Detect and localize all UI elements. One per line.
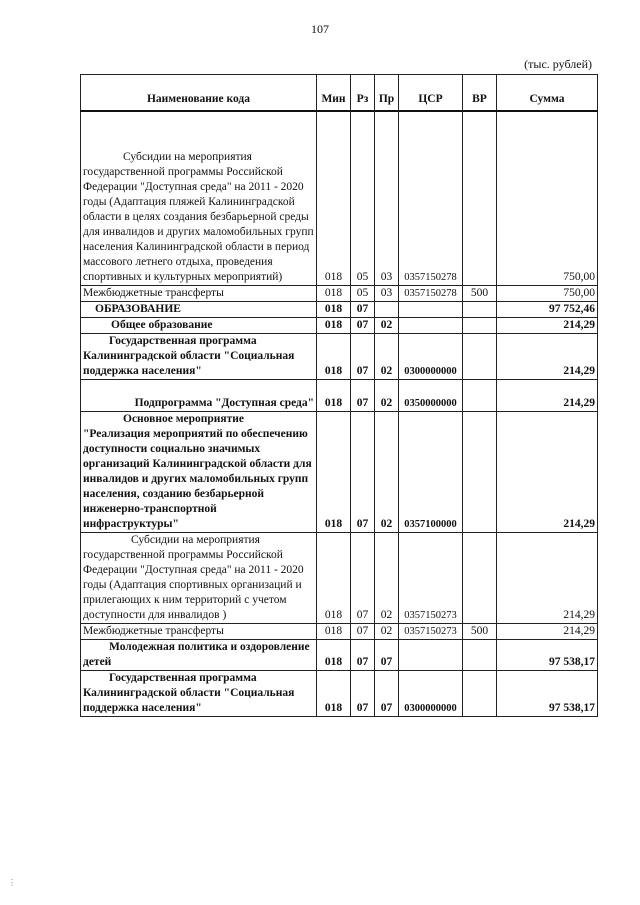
row-pr: 02	[375, 380, 399, 412]
row-sum: 214,29	[497, 624, 598, 640]
header-sum: Сумма	[497, 75, 598, 112]
row-vr: 500	[463, 286, 497, 302]
row-sum: 214,29	[497, 412, 598, 533]
row-pr: 02	[375, 533, 399, 624]
units-label: (тыс. рублей)	[524, 57, 592, 71]
row-vr	[463, 671, 497, 717]
row-csr	[399, 302, 463, 318]
row-name: Межбюджетные трансферты	[81, 286, 317, 302]
row-min: 018	[317, 318, 351, 334]
row-vr	[463, 111, 497, 286]
row-vr	[463, 533, 497, 624]
row-vr	[463, 334, 497, 380]
header-min: Мин	[317, 75, 351, 112]
row-pr: 07	[375, 640, 399, 671]
row-rz: 07	[351, 334, 375, 380]
row-sum: 750,00	[497, 286, 598, 302]
row-name: Государственная программа Калининградской области "Социальная поддержка населения"	[81, 334, 317, 380]
row-pr: 03	[375, 286, 399, 302]
row-sum: 97 752,46	[497, 302, 598, 318]
row-vr	[463, 640, 497, 671]
row-csr: 0357100000	[399, 412, 463, 533]
row-csr: 0357150278	[399, 286, 463, 302]
row-min: 018	[317, 671, 351, 717]
row-rz: 07	[351, 624, 375, 640]
row-vr	[463, 412, 497, 533]
table-row	[81, 671, 598, 717]
row-min: 018	[317, 533, 351, 624]
table-row	[81, 640, 598, 671]
row-vr	[463, 380, 497, 412]
row-rz: 07	[351, 671, 375, 717]
table-row	[81, 380, 598, 412]
header-pr: Пр	[375, 75, 399, 112]
row-csr: 0350000000	[399, 380, 463, 412]
row-pr: 02	[375, 412, 399, 533]
row-sum: 214,29	[497, 380, 598, 412]
row-csr: 0357150273	[399, 533, 463, 624]
row-name: Общее образование	[81, 318, 317, 334]
row-rz: 07	[351, 533, 375, 624]
row-min: 018	[317, 380, 351, 412]
row-name: Молодежная политика и оздоровление детей	[81, 640, 317, 671]
row-pr: 07	[375, 671, 399, 717]
row-sum: 214,29	[497, 318, 598, 334]
row-csr: 0357150273	[399, 624, 463, 640]
row-min: 018	[317, 412, 351, 533]
row-min: 018	[317, 334, 351, 380]
row-sum: 97 538,17	[497, 640, 598, 671]
row-sum: 214,29	[497, 533, 598, 624]
row-min: 018	[317, 302, 351, 318]
row-csr: 0300000000	[399, 334, 463, 380]
row-rz: 07	[351, 640, 375, 671]
row-name: Субсидии на мероприятия государственной программы Российской Федерации "Доступная среда" на 2011 - 2020 годы (Адаптация спортивных организаций и прилегающих к ним территорий с учетом доступности для инвалидов )	[81, 533, 317, 624]
row-rz: 05	[351, 111, 375, 286]
header-rz: Рз	[351, 75, 375, 112]
table-row	[81, 624, 598, 640]
row-rz: 07	[351, 302, 375, 318]
table-header-row	[81, 75, 598, 112]
table-row	[81, 318, 598, 334]
header-csr: ЦСР	[399, 75, 463, 112]
row-name: Подпрограмма "Доступная среда"	[81, 380, 317, 412]
table-row	[81, 412, 598, 533]
row-pr	[375, 302, 399, 318]
page-number: 107	[311, 22, 329, 36]
budget-table	[80, 74, 598, 717]
header-vr: ВР	[463, 75, 497, 112]
row-pr: 03	[375, 111, 399, 286]
row-vr	[463, 302, 497, 318]
table-row	[81, 533, 598, 624]
row-name: Государственная программа Калининградской области "Социальная поддержка населения"	[81, 671, 317, 717]
table-row	[81, 302, 598, 318]
row-min: 018	[317, 624, 351, 640]
row-min: 018	[317, 111, 351, 286]
row-csr	[399, 318, 463, 334]
row-vr	[463, 318, 497, 334]
row-pr: 02	[375, 318, 399, 334]
row-rz: 07	[351, 412, 375, 533]
row-rz: 05	[351, 286, 375, 302]
row-name: Межбюджетные трансферты	[81, 624, 317, 640]
row-csr	[399, 640, 463, 671]
row-sum: 97 538,17	[497, 671, 598, 717]
table-row	[81, 111, 598, 286]
header-name: Наименование кода	[81, 75, 317, 112]
row-sum: 750,00	[497, 111, 598, 286]
table-row	[81, 334, 598, 380]
row-sum: 214,29	[497, 334, 598, 380]
row-name: Субсидии на мероприятия государственной программы Российской Федерации "Доступная среда" на 2011 - 2020 годы (Адаптация пляжей Калининградской области в целях создания безбарьерной среды для инвалидов и других маломобильных групп населения Калининградской области в период массового летнего отдыха, проведения спортивных и культурных мероприятий)	[81, 111, 317, 286]
scan-mark: ⋮	[8, 878, 16, 887]
row-vr: 500	[463, 624, 497, 640]
row-min: 018	[317, 286, 351, 302]
row-min: 018	[317, 640, 351, 671]
row-name: Основное мероприятие "Реализация мероприятий по обеспечению доступности социально значимых организаций Калининградской области для инвалидов и других маломобильных групп населения, созданию безбарьерной инженерно-транспортной инфраструктуры"	[81, 412, 317, 533]
row-csr: 0300000000	[399, 671, 463, 717]
table-row	[81, 286, 598, 302]
row-name: ОБРАЗОВАНИЕ	[81, 302, 317, 318]
row-csr: 0357150278	[399, 111, 463, 286]
row-pr: 02	[375, 334, 399, 380]
row-rz: 07	[351, 380, 375, 412]
row-rz: 07	[351, 318, 375, 334]
row-pr: 02	[375, 624, 399, 640]
